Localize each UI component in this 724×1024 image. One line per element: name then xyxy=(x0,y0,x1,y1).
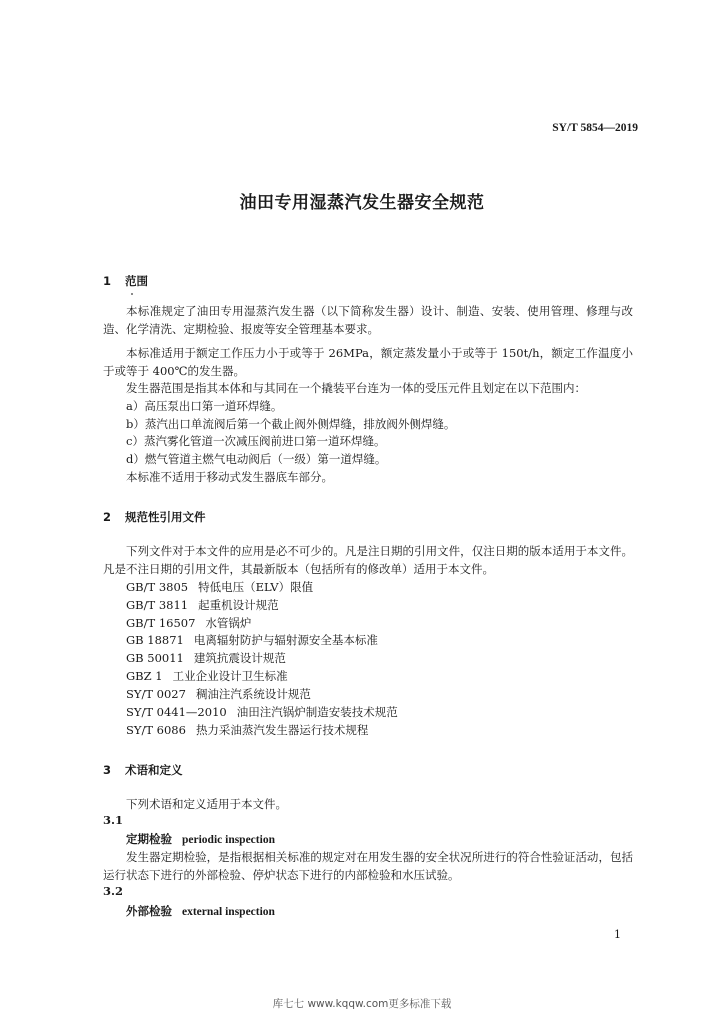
section-title: 规范性引用文件 xyxy=(125,510,206,524)
term-en: periodic inspection xyxy=(182,834,275,846)
term-entry xyxy=(126,831,275,847)
reference-item xyxy=(126,650,286,666)
section-number: 3 xyxy=(103,763,112,777)
section-2-heading xyxy=(103,509,206,525)
reference-name: 稠油注汽系统设计规范 xyxy=(195,687,311,701)
reference-name: 工业企业设计卫生标准 xyxy=(172,669,288,683)
section-number: 1 xyxy=(103,274,112,288)
paragraph: 下列文件对于本文件的应用是必不可少的。凡是注日期的引用文件，仅注日期的版本适用于本文件。凡是不注日期的引用文件，其最新版本（包括所有的修改单）适用于本文件。 xyxy=(103,544,633,576)
list-item: c）蒸汽雾化管道一次减压阀前进口第一道环焊缝。 xyxy=(126,434,386,448)
reference-name: 电离辐射防护与辐射源安全基本标准 xyxy=(193,633,378,647)
list-item: b）蒸汽出口单流阀后第一个截止阀外侧焊缝，排放阀外侧焊缝。 xyxy=(126,417,456,431)
reference-name: 油田注汽锅炉制造安装技术规范 xyxy=(236,705,398,719)
reference-name: 建筑抗震设计规范 xyxy=(193,651,286,665)
paragraph: 下列术语和定义适用于本文件。 xyxy=(126,797,287,811)
reference-code: GB 18871 xyxy=(126,633,184,647)
reference-item xyxy=(126,704,398,720)
section-3-heading xyxy=(103,762,183,778)
reference-name: 起重机设计规范 xyxy=(198,598,279,612)
paragraph: 本标准规定了油田专用湿蒸汽发生器（以下简称发生器）设计、制造、安装、使用管理、修理与改造、化学清洗、定期检验、报废等安全管理基本要求。 xyxy=(103,304,633,336)
page-number: 1 xyxy=(614,928,621,941)
reference-item xyxy=(126,579,313,595)
reference-code: SY/T 6086 xyxy=(126,723,186,737)
reference-name: 特低电压（ELV）限值 xyxy=(198,580,314,594)
list-item: a）高压泵出口第一道环焊缝。 xyxy=(126,399,283,413)
reference-name: 热力采油蒸汽发生器运行技术规程 xyxy=(195,723,369,737)
term-definition: 发生器定期检验，是指根据相关标准的规定对在用发生器的安全状况所进行的符合性验证活动，包括运行状态下进行的外部检验、停炉状态下进行的内部检验和水压试验。 xyxy=(103,850,633,882)
reference-item xyxy=(126,615,251,631)
paragraph: 本标准适用于额定工作压力小于或等于 26MPa，额定蒸发量小于或等于 150t/h，额定工作温度小于或等于 400℃的发生器。 xyxy=(103,346,633,378)
term-zh: 外部检验 xyxy=(126,904,172,918)
reference-code: GB/T 3811 xyxy=(126,598,189,612)
speck-mark xyxy=(131,293,133,295)
section-1-heading xyxy=(103,273,148,289)
reference-item xyxy=(126,597,279,613)
paragraph: 发生器范围是指其本体和与其同在一个撬装平台连为一体的受压元件且划定在以下范围内： xyxy=(126,381,586,395)
standard-number: SY/T 5854—2019 xyxy=(552,122,638,134)
term-entry xyxy=(126,903,275,919)
term-en: external inspection xyxy=(182,906,275,918)
clause-number: 3.1 xyxy=(103,813,124,827)
reference-item xyxy=(126,632,378,648)
reference-code: GB/T 3805 xyxy=(126,580,189,594)
section-title: 术语和定义 xyxy=(125,763,183,777)
reference-code: GB 50011 xyxy=(126,651,184,665)
section-number: 2 xyxy=(103,510,112,524)
reference-item xyxy=(126,668,288,684)
reference-code: GB/T 16507 xyxy=(126,616,196,630)
reference-item xyxy=(126,686,311,702)
section-title: 范围 xyxy=(125,274,149,288)
paragraph: 本标准不适用于移动式发生器底车部分。 xyxy=(126,470,333,484)
list-item: d）燃气管道主燃气电动阀后（一级）第一道焊缝。 xyxy=(126,452,387,466)
document-title: 油田专用湿蒸汽发生器安全规范 xyxy=(239,193,485,213)
reference-item xyxy=(126,722,368,738)
term-zh: 定期检验 xyxy=(126,832,172,846)
clause-number: 3.2 xyxy=(103,884,124,898)
reference-name: 水管锅炉 xyxy=(205,616,252,630)
footer-watermark: 库七七 www.kqqw.com更多标准下载 xyxy=(272,998,452,1010)
reference-code: GBZ 1 xyxy=(126,669,163,683)
reference-code: SY/T 0027 xyxy=(126,687,186,701)
reference-code: SY/T 0441—2010 xyxy=(126,705,227,719)
